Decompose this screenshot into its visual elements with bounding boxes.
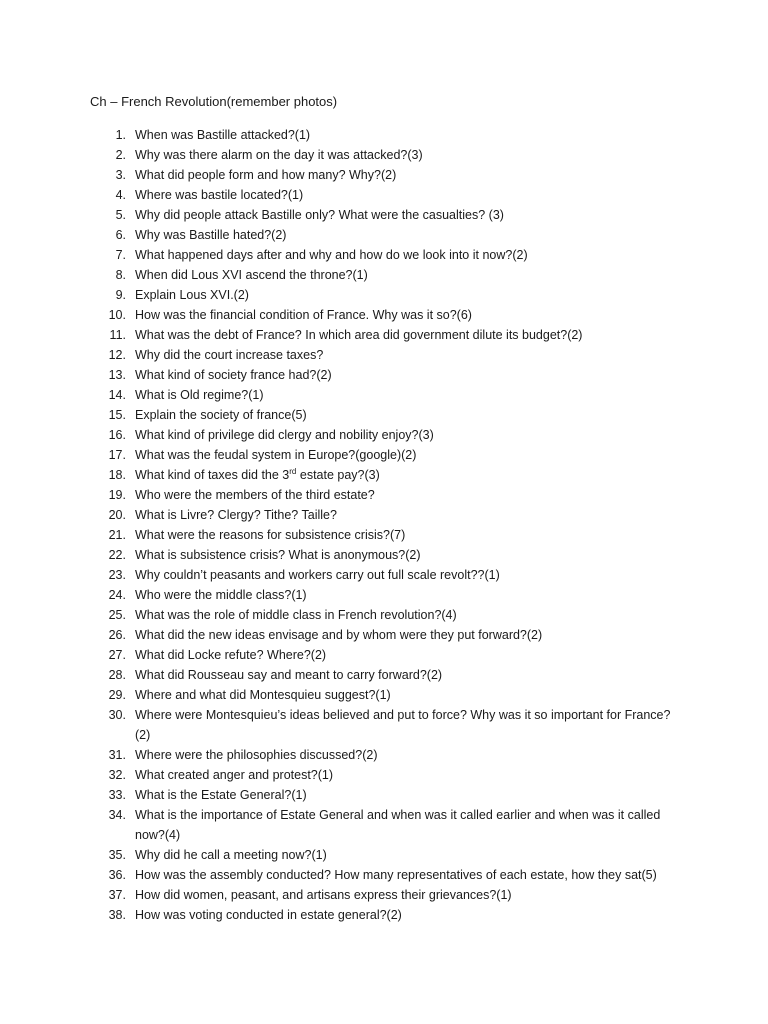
question-number: 2. (115, 148, 126, 162)
question-item (0, 525, 768, 545)
question-text: What kind of privilege did clergy and nobility enjoy?(3) (135, 428, 434, 442)
question-text: Where were the philosophies discussed?(2) (135, 748, 378, 762)
question-item (0, 265, 768, 285)
document-title: Ch – French Revolution(remember photos) (90, 94, 338, 109)
question-number: 17. (108, 448, 126, 462)
question-text: Why did the court increase taxes? (135, 348, 324, 362)
question-text: Who were the members of the third estate? (135, 488, 375, 502)
question-number: 10. (108, 308, 126, 322)
question-text: Why couldn’t peasants and workers carry out full scale revolt??(1) (135, 568, 500, 582)
question-number: 11. (109, 328, 126, 342)
question-text: What did the new ideas envisage and by whom were they put forward?(2) (135, 628, 543, 642)
question-text: What is the Estate General?(1) (135, 788, 307, 802)
question-number: 1. (115, 128, 126, 142)
question-text: How was the assembly conducted? How many representatives of each estate, how they sat(5) (135, 868, 657, 882)
question-item (0, 365, 768, 385)
question-text: Who were the middle class?(1) (135, 588, 307, 602)
question-number: 31. (108, 748, 126, 762)
question-number: 19. (108, 488, 126, 502)
question-item (0, 905, 768, 925)
question-number: 15. (108, 408, 126, 422)
question-item (0, 705, 768, 745)
question-number: 26. (108, 628, 126, 642)
question-text-part: estate pay?(3) (296, 468, 380, 482)
question-text: What created anger and protest?(1) (135, 768, 334, 782)
question-text: What is the importance of Estate General and when was it called earlier and when was it called now?(4) (135, 808, 661, 842)
question-number: 28. (108, 668, 126, 682)
question-text: Why did people attack Bastille only? What were the casualties? (3) (135, 208, 504, 222)
question-item (0, 485, 768, 505)
question-text: What was the role of middle class in French revolution?(4) (135, 608, 457, 622)
question-item (0, 625, 768, 645)
question-text: Why was Bastille hated?(2) (135, 228, 287, 242)
question-item (0, 145, 768, 165)
question-item (0, 805, 768, 845)
ordinal-suffix: rd (289, 466, 297, 476)
question-text: What did Locke refute? Where?(2) (135, 648, 327, 662)
question-number: 4. (115, 188, 126, 202)
question-number: 20. (108, 508, 126, 522)
question-text: What kind of society france had?(2) (135, 368, 332, 382)
question-item (0, 165, 768, 185)
question-text: What was the feudal system in Europe?(google)(2) (135, 448, 417, 462)
question-number: 12. (108, 348, 126, 362)
question-item (0, 285, 768, 305)
question-item (0, 845, 768, 865)
question-item (0, 245, 768, 265)
question-item (0, 425, 768, 445)
question-text: What happened days after and why and how do we look into it now?(2) (135, 248, 528, 262)
question-number: 3. (115, 168, 126, 182)
question-number: 25. (108, 608, 126, 622)
question-number: 27. (108, 648, 126, 662)
question-item (0, 665, 768, 685)
question-number: 13. (108, 368, 126, 382)
question-item (0, 585, 768, 605)
question-text: How was voting conducted in estate general?(2) (135, 908, 402, 922)
question-text-part: What kind of taxes did the 3 (135, 468, 290, 482)
question-item (0, 185, 768, 205)
question-text: When was Bastille attacked?(1) (135, 128, 311, 142)
question-list (0, 125, 768, 925)
question-text: Explain the society of france(5) (135, 408, 307, 422)
question-item (0, 645, 768, 665)
question-text: What is subsistence crisis? What is anonymous?(2) (135, 548, 421, 562)
question-item (0, 545, 768, 565)
question-text (135, 465, 675, 485)
question-number: 33. (108, 788, 126, 802)
question-item (0, 685, 768, 705)
question-text: Why did he call a meeting now?(1) (135, 848, 327, 862)
question-number: 30. (108, 708, 126, 722)
question-item (0, 885, 768, 905)
question-number: 29. (108, 688, 126, 702)
question-item (0, 345, 768, 365)
question-text: What did Rousseau say and meant to carry forward?(2) (135, 668, 443, 682)
question-text: What is Livre? Clergy? Tithe? Taille? (135, 508, 337, 522)
question-item (0, 305, 768, 325)
question-item (0, 745, 768, 765)
question-text: What were the reasons for subsistence crisis?(7) (135, 528, 406, 542)
question-text: When did Lous XVI ascend the throne?(1) (135, 268, 368, 282)
question-number: 32. (108, 768, 126, 782)
question-text: Why was there alarm on the day it was attacked?(3) (135, 148, 423, 162)
question-number: 37. (108, 888, 126, 902)
question-text: Where were Montesquieu’s ideas believed and put to force? Why was it so important for France?(2) (135, 708, 671, 742)
question-number: 22. (108, 548, 126, 562)
question-number: 16. (108, 428, 126, 442)
question-text: What is Old regime?(1) (135, 388, 264, 402)
question-number: 14. (108, 388, 126, 402)
question-item (0, 225, 768, 245)
question-item (0, 125, 768, 145)
question-item (0, 405, 768, 425)
question-text: Where was bastile located?(1) (135, 188, 304, 202)
question-item (0, 325, 768, 345)
question-item (0, 205, 768, 225)
question-item (0, 865, 768, 885)
question-number: 23. (108, 568, 126, 582)
question-item (0, 465, 768, 485)
question-text: How did women, peasant, and artisans express their grievances?(1) (135, 888, 512, 902)
question-item (0, 445, 768, 465)
question-item (0, 785, 768, 805)
question-number: 34. (108, 808, 126, 822)
question-number: 24. (108, 588, 126, 602)
question-item (0, 765, 768, 785)
question-item (0, 505, 768, 525)
question-number: 5. (115, 208, 126, 222)
question-number: 18. (108, 468, 126, 482)
question-text: What was the debt of France? In which area did government dilute its budget?(2) (135, 328, 583, 342)
question-text: Where and what did Montesquieu suggest?(1) (135, 688, 391, 702)
question-number: 6. (115, 228, 126, 242)
question-number: 35. (108, 848, 126, 862)
question-number: 7. (115, 248, 126, 262)
question-number: 8. (115, 268, 126, 282)
question-number: 36. (108, 868, 126, 882)
question-item (0, 605, 768, 625)
question-text: Explain Lous XVI.(2) (135, 288, 249, 302)
question-item (0, 385, 768, 405)
question-text: What did people form and how many? Why?(2) (135, 168, 397, 182)
question-number: 38. (108, 908, 126, 922)
question-number: 21. (108, 528, 126, 542)
question-text: How was the financial condition of France. Why was it so?(6) (135, 308, 472, 322)
question-item (0, 565, 768, 585)
question-number: 9. (115, 288, 126, 302)
